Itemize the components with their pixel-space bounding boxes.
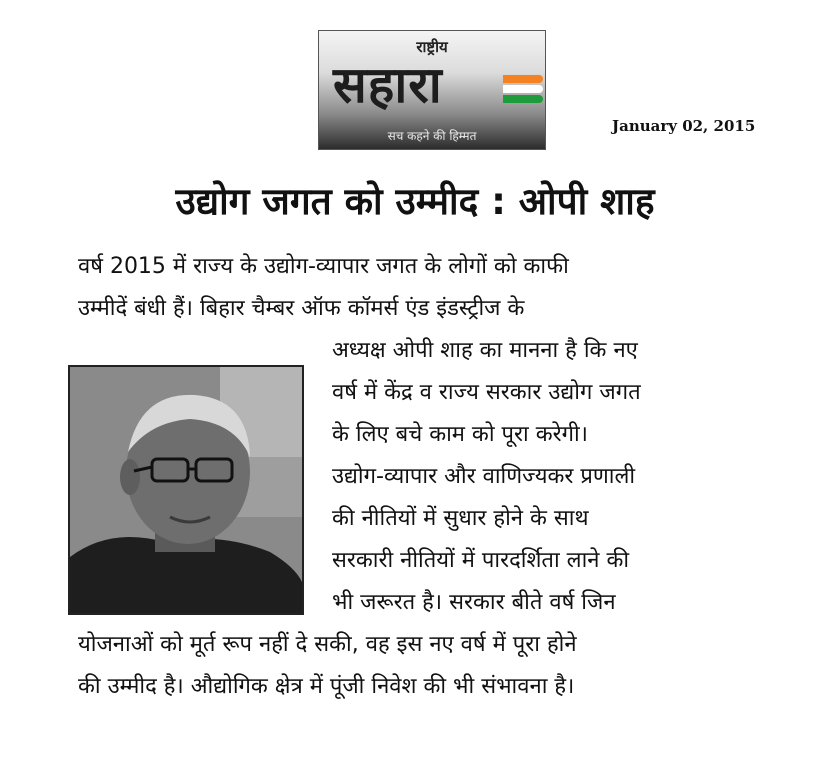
body-line-4: वर्ष में केंद्र व राज्य सरकार उद्योग जगत bbox=[332, 380, 641, 405]
body-line-8: सरकारी नीतियों में पारदर्शिता लाने की bbox=[332, 548, 630, 573]
masthead-brand: सहारा bbox=[333, 56, 443, 114]
body-line-2: उम्मीदें बंधी हैं। बिहार चैम्बर ऑफ कॉमर्स एंड इंडस्ट्रीज के bbox=[78, 296, 525, 321]
masthead-tagline: सच कहने की हिम्मत bbox=[387, 129, 477, 143]
body-line-5: के लिए बचे काम को पूरा करेगी। bbox=[332, 422, 589, 447]
article-headline: उद्योग जगत को उम्मीद : ओपी शाह bbox=[175, 180, 655, 223]
body-line-10: योजनाओं को मूर्त रूप नहीं दे सकी, वह इस नए वर्ष में पूरा होने bbox=[78, 632, 577, 657]
flag-stripes-icon bbox=[503, 75, 543, 105]
masthead-top-word: राष्ट्रीय bbox=[416, 38, 448, 56]
body-line-6: उद्योग-व्यापार और वाणिज्यकर प्रणाली bbox=[332, 464, 636, 489]
body-line-7: की नीतियों में सुधार होने के साथ bbox=[332, 506, 589, 531]
publication-date: January 02, 2015 bbox=[612, 117, 756, 135]
body-line-9: भी जरूरत है। सरकार बीते वर्ष जिन bbox=[332, 590, 616, 615]
newspaper-masthead bbox=[318, 30, 546, 150]
body-line-1: वर्ष 2015 में राज्य के उद्योग-व्यापार जगत के लोगों को काफी bbox=[78, 254, 569, 279]
body-line-3: अध्यक्ष ओपी शाह का मानना है कि नए bbox=[332, 338, 638, 363]
portrait-photo bbox=[68, 365, 304, 615]
body-line-11: की उम्मीद है। औद्योगिक क्षेत्र में पूंजी निवेश की भी संभावना है। bbox=[78, 674, 575, 699]
